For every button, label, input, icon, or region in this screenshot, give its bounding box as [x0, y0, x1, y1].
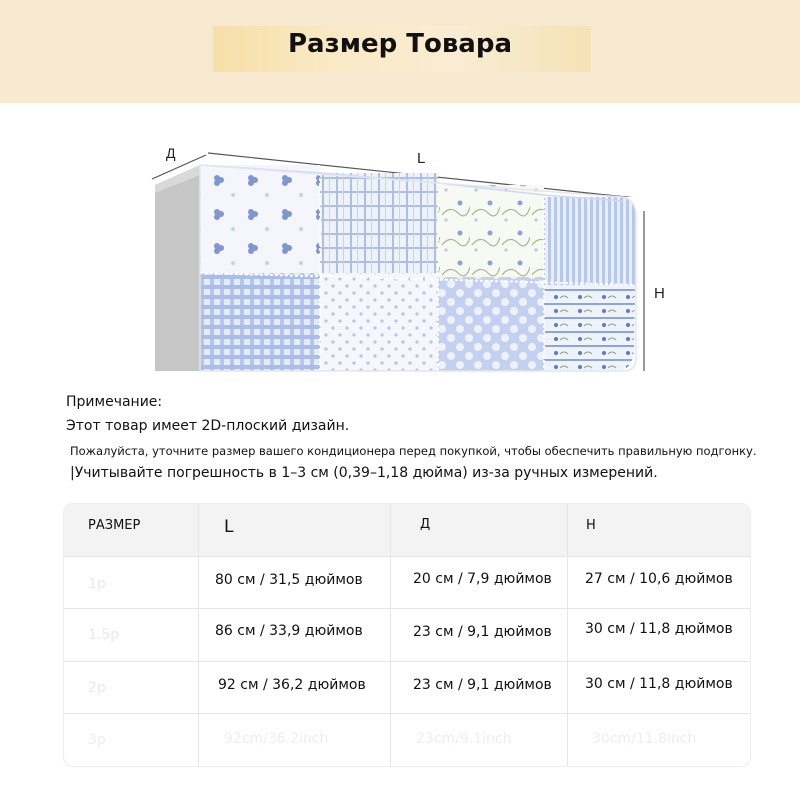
table-row-size: 2p: [88, 680, 106, 696]
table-cell-depth: 23cm/9.1inch: [416, 731, 512, 747]
depth-label: Д: [166, 145, 176, 161]
table-cell-height: 30 см / 11,8 дюймов: [585, 676, 733, 692]
table-row-size: 1.5p: [88, 627, 120, 643]
table-cell-length: 92 см / 36,2 дюймов: [218, 677, 366, 693]
length-label: L: [417, 150, 426, 167]
table-cell-depth: 23 см / 9,1 дюймов: [413, 624, 552, 640]
row-divider: [64, 556, 750, 557]
header-size: РАЗМЕР: [88, 518, 141, 533]
ac-cover-image: [140, 135, 680, 385]
page-title: Размер Товара: [287, 29, 512, 59]
row-divider: [64, 713, 750, 714]
table-row-size: 1p: [88, 576, 106, 592]
header-depth: Д: [420, 517, 431, 532]
table-cell-length: 80 см / 31,5 дюймов: [215, 572, 363, 588]
note-line-check-size: Пожалуйста, уточните размер вашего кондиционера перед покупкой, чтобы обеспечить правильную подгонку.: [70, 444, 757, 458]
table-cell-height: 27 см / 10,6 дюймов: [585, 571, 733, 587]
title-banner: [0, 0, 800, 103]
size-table: [63, 503, 751, 767]
product-illustration: [140, 135, 680, 385]
table-cell-length: 92cm/36.2inch: [224, 731, 329, 747]
table-cell-height: 30cm/11.8inch: [592, 731, 697, 747]
note-heading: Примечание:: [66, 394, 163, 410]
table-cell-length: 86 см / 33,9 дюймов: [215, 623, 363, 639]
column-divider: [390, 504, 391, 766]
table-cell-depth: 20 см / 7,9 дюймов: [413, 571, 552, 587]
column-divider: [567, 504, 568, 766]
table-cell-depth: 23 см / 9,1 дюймов: [413, 677, 552, 693]
row-divider: [64, 661, 750, 662]
table-row-size: 3p: [88, 732, 106, 748]
header-length: L: [224, 517, 234, 537]
table-header: [64, 504, 750, 556]
header-height: Н: [586, 518, 596, 533]
height-label: H: [654, 285, 665, 302]
note-line-measurement-error: |Учитывайте погрешность в 1–3 см (0,39–1,18 дюйма) из-за ручных измерений.: [70, 465, 658, 481]
note-line-flat-design: Этот товар имеет 2D-плоский дизайн.: [66, 418, 350, 434]
table-cell-height: 30 см / 11,8 дюймов: [585, 621, 733, 637]
row-divider: [64, 608, 750, 609]
column-divider: [198, 504, 199, 766]
